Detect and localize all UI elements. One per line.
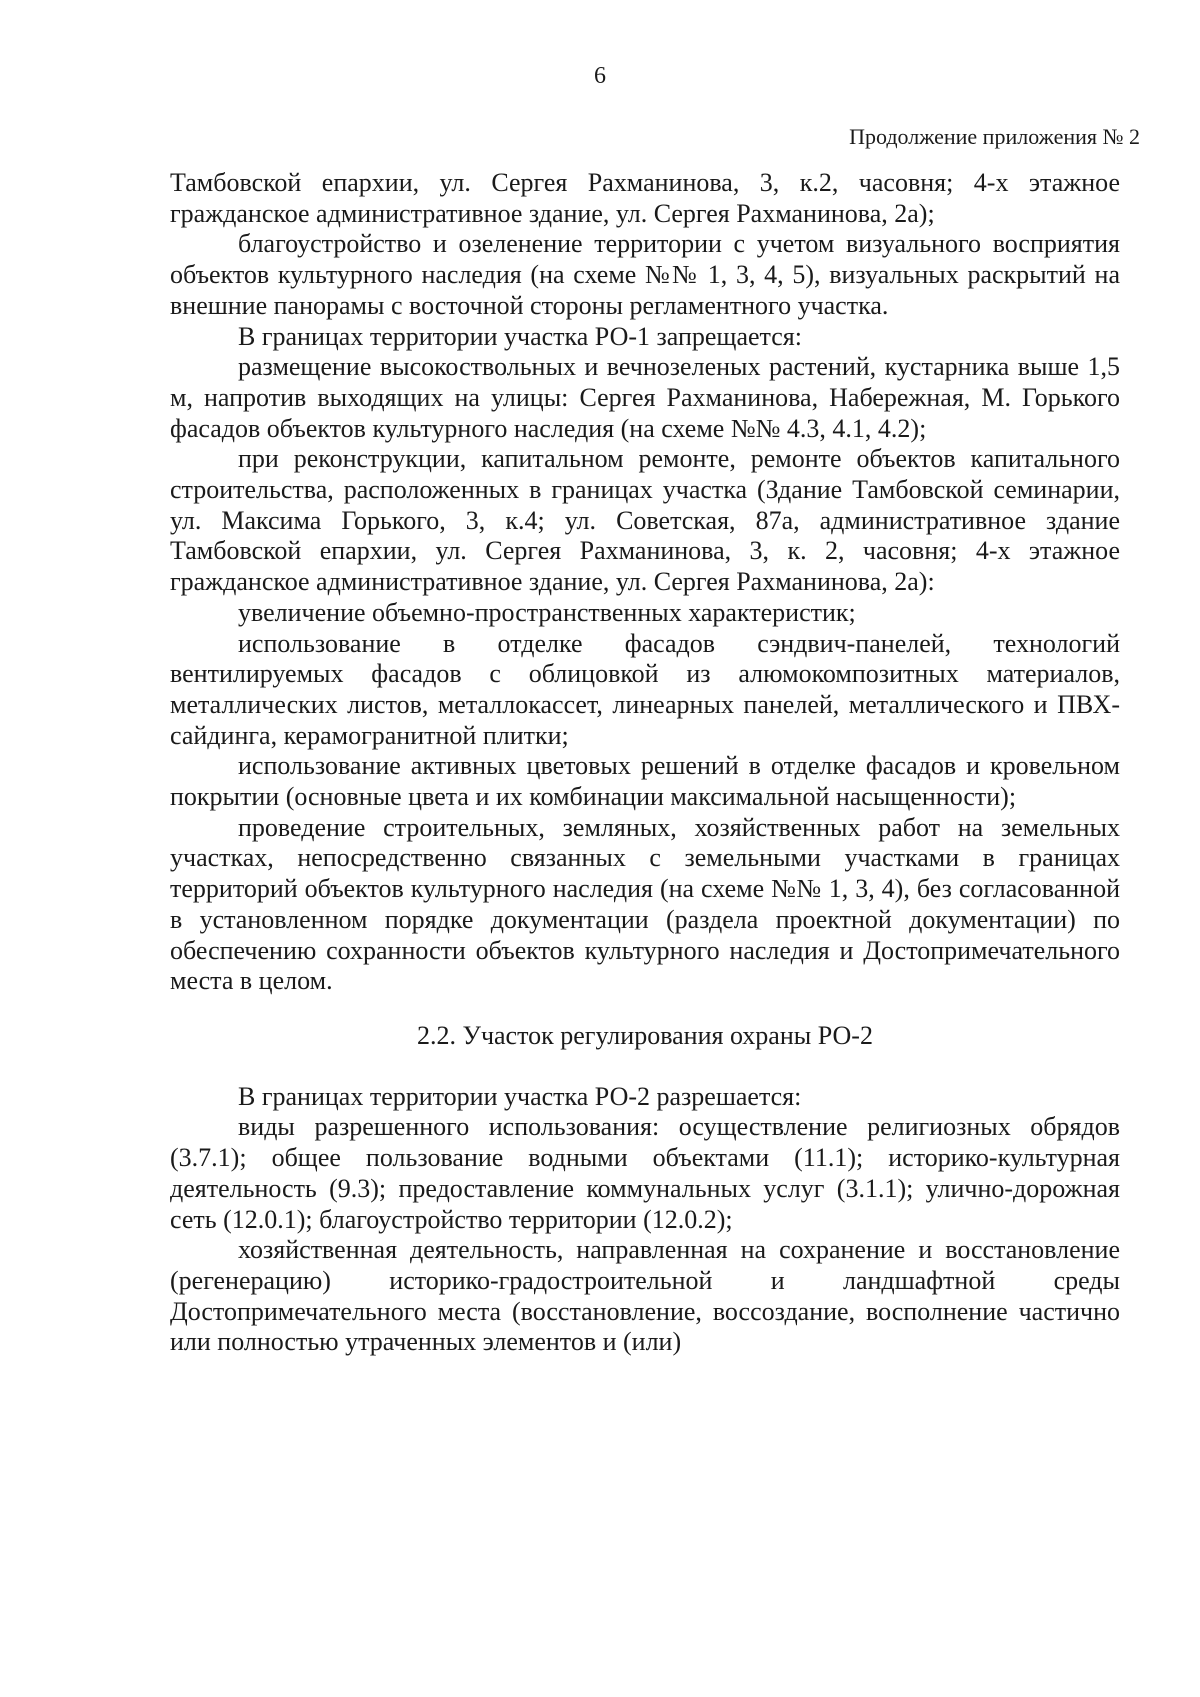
paragraph: В границах территории участка РО-1 запрещается:: [238, 321, 802, 351]
appendix-continuation-note: Продолжение приложения № 2: [849, 124, 1140, 149]
paragraph: использование активных цветовых решений в отделке фасадов и кровельном покрытии (основные цвета и их комбинации максимальной насыщенности);: [170, 751, 1120, 812]
document-body: [170, 168, 1120, 1358]
paragraph: использование в отделке фасадов сэндвич-панелей, технологий вентилируемых фасадов с облицовкой из алюмокомпозитных материалов, металлических листов, металлокассет, линеарных панелей, металлического и ПВХ-сайдинга, керамогранитной плитки;: [170, 628, 1120, 750]
paragraph: хозяйственная деятельность, направленная на сохранение и восстановление (регенерацию) историко-градостроительной и ландшафтной среды Достопримечательного места (восстановление, воссоздание, восполнение частично или полностью утраченных элементов и (или): [170, 1235, 1120, 1357]
section-heading: 2.2. Участок регулирования охраны РО-2: [417, 1020, 873, 1050]
paragraph: проведение строительных, земляных, хозяйственных работ на земельных участках, непосредственно связанных с земельными участками в границах территорий объектов культурного наследия (на схеме №№ 1, 3, 4), без согласованной в установленном порядке документации (раздела проектной документации) по обеспечению сохранности объектов культурного наследия и Достопримечательного места в целом.: [170, 812, 1120, 996]
paragraph: размещение высокоствольных и вечнозеленых растений, кустарника выше 1,5 м, напротив выходящих на улицы: Сергея Рахманинова, Набережная, М. Горького фасадов объектов культурного наследия (на схеме №№ 4.3, 4.1, 4.2);: [170, 352, 1120, 443]
paragraph: Тамбовской епархии, ул. Сергея Рахманинова, 3, к.2, часовня; 4-х этажное гражданское административное здание, ул. Сергея Рахманинова, 2а);: [170, 168, 1120, 228]
paragraph: В границах территории участка РО-2 разрешается:: [238, 1081, 802, 1111]
paragraph: благоустройство и озеленение территории с учетом визуального восприятия объектов культурного наследия (на схеме №№ 1, 3, 4, 5), визуальных раскрытий на внешние панорамы с восточной стороны регламентного участка.: [170, 229, 1120, 320]
paragraph: виды разрешенного использования: осуществление религиозных обрядов (3.7.1); общее пользование водными объектами (11.1); историко-культурная деятельность (9.3); предоставление коммунальных услуг (3.1.1); улично-дорожная сеть (12.0.1); благоустройство территории (12.0.2);: [170, 1112, 1120, 1234]
paragraph: увеличение объемно-пространственных характеристик;: [238, 597, 856, 627]
paragraph: при реконструкции, капитальном ремонте, ремонте объектов капитального строительства, расположенных в границах участка (Здание Тамбовской семинарии, ул. Максима Горького, 3, к.4; ул. Советская, 87а, административное здание Тамбовской епархии, ул. Сергея Рахманинова, 3, к. 2, часовня; 4-х этажное гражданское административное здание, ул. Сергея Рахманинова, 2а):: [170, 444, 1120, 597]
page-number: 6: [594, 63, 606, 89]
